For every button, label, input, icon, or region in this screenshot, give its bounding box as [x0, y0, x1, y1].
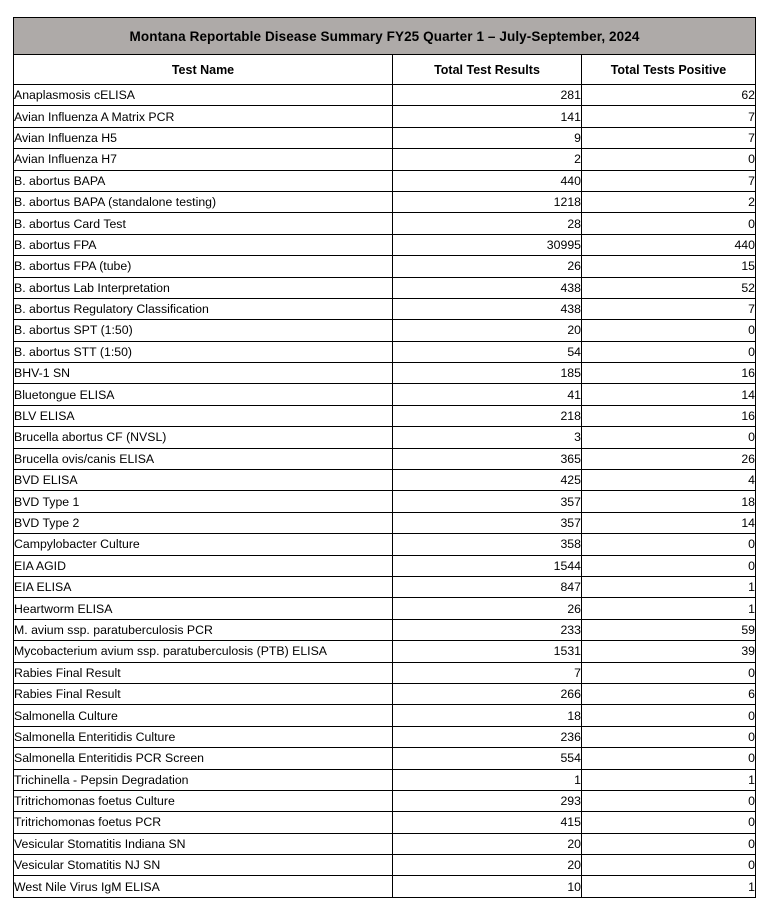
- cell-total-test-results: 425: [393, 470, 582, 491]
- cell-test-name: B. abortus BAPA (standalone testing): [14, 191, 393, 212]
- table-row: [14, 170, 756, 191]
- cell-total-test-results: 358: [393, 534, 582, 555]
- cell-total-test-results: 20: [393, 833, 582, 854]
- cell-total-test-results: 1218: [393, 191, 582, 212]
- table-row: [14, 619, 756, 640]
- cell-test-name: B. abortus Regulatory Classification: [14, 298, 393, 319]
- table-row: [14, 256, 756, 277]
- cell-total-tests-positive: 14: [582, 512, 756, 533]
- cell-test-name: Brucella ovis/canis ELISA: [14, 448, 393, 469]
- table-row: [14, 876, 756, 897]
- cell-total-test-results: 9: [393, 127, 582, 148]
- cell-test-name: West Nile Virus IgM ELISA: [14, 876, 393, 897]
- cell-total-tests-positive: 26: [582, 448, 756, 469]
- table-row: [14, 683, 756, 704]
- table-row: [14, 298, 756, 319]
- cell-test-name: B. abortus FPA: [14, 234, 393, 255]
- table-row: [14, 341, 756, 362]
- table-row: [14, 191, 756, 212]
- cell-test-name: B. abortus Lab Interpretation: [14, 277, 393, 298]
- cell-total-tests-positive: 0: [582, 427, 756, 448]
- cell-test-name: B. abortus Card Test: [14, 213, 393, 234]
- cell-total-test-results: 357: [393, 512, 582, 533]
- table-header-row: [14, 55, 756, 85]
- cell-total-tests-positive: 440: [582, 234, 756, 255]
- table-row: [14, 127, 756, 148]
- cell-total-test-results: 30995: [393, 234, 582, 255]
- table-row: [14, 812, 756, 833]
- cell-test-name: Tritrichomonas foetus Culture: [14, 790, 393, 811]
- cell-total-tests-positive: 7: [582, 127, 756, 148]
- cell-total-tests-positive: 0: [582, 705, 756, 726]
- cell-test-name: Avian Influenza H7: [14, 149, 393, 170]
- cell-total-test-results: 293: [393, 790, 582, 811]
- cell-test-name: Trichinella - Pepsin Degradation: [14, 769, 393, 790]
- cell-test-name: Salmonella Culture: [14, 705, 393, 726]
- cell-total-test-results: 185: [393, 363, 582, 384]
- cell-total-tests-positive: 0: [582, 812, 756, 833]
- cell-total-test-results: 141: [393, 106, 582, 127]
- reportable-disease-summary-table: [13, 17, 756, 898]
- table-row: [14, 662, 756, 683]
- cell-total-test-results: 440: [393, 170, 582, 191]
- cell-test-name: Rabies Final Result: [14, 662, 393, 683]
- cell-total-tests-positive: 7: [582, 298, 756, 319]
- cell-total-tests-positive: 0: [582, 149, 756, 170]
- table-row: [14, 149, 756, 170]
- cell-test-name: B. abortus BAPA: [14, 170, 393, 191]
- table-title: Montana Reportable Disease Summary FY25 Quarter 1 – July-September, 2024: [14, 18, 756, 55]
- cell-total-test-results: 7: [393, 662, 582, 683]
- cell-test-name: Tritrichomonas foetus PCR: [14, 812, 393, 833]
- cell-total-test-results: 1544: [393, 555, 582, 576]
- column-header-total-tests-positive: Total Tests Positive: [582, 55, 756, 85]
- cell-total-test-results: 26: [393, 598, 582, 619]
- table-row: [14, 234, 756, 255]
- cell-test-name: Mycobacterium avium ssp. paratuberculosis (PTB) ELISA: [14, 641, 393, 662]
- table-row: [14, 320, 756, 341]
- table-row: [14, 705, 756, 726]
- table-row: [14, 384, 756, 405]
- cell-test-name: Heartworm ELISA: [14, 598, 393, 619]
- table-row: [14, 213, 756, 234]
- cell-total-tests-positive: 0: [582, 213, 756, 234]
- cell-total-test-results: 1: [393, 769, 582, 790]
- cell-test-name: Avian Influenza H5: [14, 127, 393, 148]
- cell-total-tests-positive: 18: [582, 491, 756, 512]
- table-row: [14, 491, 756, 512]
- table-row: [14, 555, 756, 576]
- cell-total-test-results: 41: [393, 384, 582, 405]
- table-row: [14, 769, 756, 790]
- cell-total-tests-positive: 0: [582, 534, 756, 555]
- cell-test-name: B. abortus STT (1:50): [14, 341, 393, 362]
- cell-total-test-results: 266: [393, 683, 582, 704]
- table-row: [14, 277, 756, 298]
- cell-test-name: Salmonella Enteritidis Culture: [14, 726, 393, 747]
- cell-total-test-results: 2: [393, 149, 582, 170]
- table-row: [14, 748, 756, 769]
- cell-total-test-results: 218: [393, 405, 582, 426]
- cell-total-tests-positive: 14: [582, 384, 756, 405]
- cell-total-test-results: 438: [393, 298, 582, 319]
- cell-total-test-results: 1531: [393, 641, 582, 662]
- cell-total-test-results: 281: [393, 85, 582, 106]
- table-row: [14, 833, 756, 854]
- table-row: [14, 405, 756, 426]
- table-row: [14, 427, 756, 448]
- cell-total-tests-positive: 0: [582, 320, 756, 341]
- table-row: [14, 726, 756, 747]
- cell-total-tests-positive: 1: [582, 576, 756, 597]
- cell-test-name: B. abortus SPT (1:50): [14, 320, 393, 341]
- cell-total-tests-positive: 1: [582, 598, 756, 619]
- table-row: [14, 470, 756, 491]
- table-row: [14, 363, 756, 384]
- cell-total-test-results: 847: [393, 576, 582, 597]
- cell-total-test-results: 357: [393, 491, 582, 512]
- cell-total-tests-positive: 0: [582, 662, 756, 683]
- cell-test-name: BHV-1 SN: [14, 363, 393, 384]
- cell-total-tests-positive: 6: [582, 683, 756, 704]
- cell-total-test-results: 10: [393, 876, 582, 897]
- table-row: [14, 576, 756, 597]
- table-row: [14, 790, 756, 811]
- cell-total-tests-positive: 0: [582, 748, 756, 769]
- cell-total-tests-positive: 0: [582, 555, 756, 576]
- cell-total-tests-positive: 62: [582, 85, 756, 106]
- cell-total-test-results: 3: [393, 427, 582, 448]
- cell-total-tests-positive: 4: [582, 470, 756, 491]
- cell-total-test-results: 18: [393, 705, 582, 726]
- report-table-container: [13, 17, 755, 898]
- cell-total-tests-positive: 59: [582, 619, 756, 640]
- cell-test-name: Campylobacter Culture: [14, 534, 393, 555]
- cell-total-test-results: 28: [393, 213, 582, 234]
- cell-test-name: BVD Type 2: [14, 512, 393, 533]
- cell-test-name: EIA ELISA: [14, 576, 393, 597]
- cell-test-name: EIA AGID: [14, 555, 393, 576]
- cell-total-test-results: 365: [393, 448, 582, 469]
- cell-test-name: BLV ELISA: [14, 405, 393, 426]
- table-row: [14, 855, 756, 876]
- cell-total-tests-positive: 39: [582, 641, 756, 662]
- column-header-total-test-results: Total Test Results: [393, 55, 582, 85]
- table-title-row: [14, 18, 756, 55]
- column-header-test-name: Test Name: [14, 55, 393, 85]
- cell-total-tests-positive: 7: [582, 106, 756, 127]
- cell-test-name: Salmonella Enteritidis PCR Screen: [14, 748, 393, 769]
- table-row: [14, 598, 756, 619]
- cell-total-tests-positive: 1: [582, 876, 756, 897]
- table-row: [14, 448, 756, 469]
- cell-total-tests-positive: 0: [582, 790, 756, 811]
- cell-total-test-results: 233: [393, 619, 582, 640]
- cell-test-name: M. avium ssp. paratuberculosis PCR: [14, 619, 393, 640]
- cell-total-test-results: 438: [393, 277, 582, 298]
- cell-total-test-results: 26: [393, 256, 582, 277]
- cell-test-name: Rabies Final Result: [14, 683, 393, 704]
- table-row: [14, 106, 756, 127]
- table-row: [14, 512, 756, 533]
- cell-total-tests-positive: 0: [582, 341, 756, 362]
- cell-total-tests-positive: 52: [582, 277, 756, 298]
- cell-test-name: Bluetongue ELISA: [14, 384, 393, 405]
- cell-test-name: Brucella abortus CF (NVSL): [14, 427, 393, 448]
- cell-total-tests-positive: 0: [582, 726, 756, 747]
- cell-total-tests-positive: 16: [582, 363, 756, 384]
- cell-test-name: BVD ELISA: [14, 470, 393, 491]
- cell-total-test-results: 20: [393, 855, 582, 876]
- cell-test-name: BVD Type 1: [14, 491, 393, 512]
- cell-total-tests-positive: 7: [582, 170, 756, 191]
- cell-total-tests-positive: 2: [582, 191, 756, 212]
- table-body: [14, 18, 756, 898]
- cell-total-test-results: 415: [393, 812, 582, 833]
- cell-total-test-results: 554: [393, 748, 582, 769]
- cell-test-name: Anaplasmosis cELISA: [14, 85, 393, 106]
- table-row: [14, 641, 756, 662]
- cell-test-name: Vesicular Stomatitis Indiana SN: [14, 833, 393, 854]
- cell-total-tests-positive: 16: [582, 405, 756, 426]
- cell-test-name: Vesicular Stomatitis NJ SN: [14, 855, 393, 876]
- cell-total-tests-positive: 0: [582, 833, 756, 854]
- cell-total-test-results: 20: [393, 320, 582, 341]
- cell-test-name: Avian Influenza A Matrix PCR: [14, 106, 393, 127]
- table-row: [14, 85, 756, 106]
- cell-total-test-results: 54: [393, 341, 582, 362]
- cell-total-tests-positive: 15: [582, 256, 756, 277]
- cell-total-tests-positive: 0: [582, 855, 756, 876]
- cell-total-test-results: 236: [393, 726, 582, 747]
- cell-total-tests-positive: 1: [582, 769, 756, 790]
- table-row: [14, 534, 756, 555]
- cell-test-name: B. abortus FPA (tube): [14, 256, 393, 277]
